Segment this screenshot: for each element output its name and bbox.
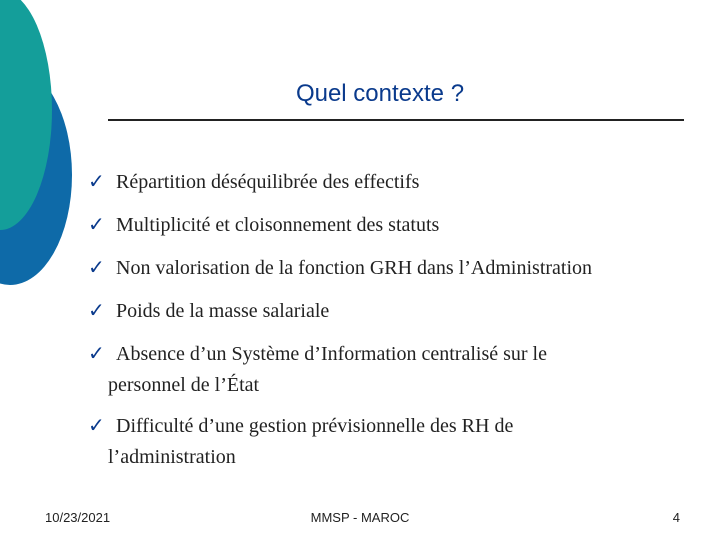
- check-icon: ✓: [88, 169, 105, 193]
- bullet-item: [88, 209, 698, 241]
- slide-title: Quel contexte ?: [295, 80, 465, 107]
- check-icon: ✓: [88, 255, 105, 279]
- page-number: 4: [672, 510, 680, 525]
- bullet-text: Absence d’un Système d’Information centralisé sur le: [116, 343, 547, 365]
- bullet-item: [88, 338, 698, 401]
- footer-date: 10/23/2021: [45, 510, 111, 525]
- bullet-item: [88, 295, 698, 327]
- bullet-text: Multiplicité et cloisonnement des statuts: [116, 214, 440, 236]
- bullet-item: [88, 252, 698, 284]
- bullet-text: Répartition déséquilibrée des effectifs: [116, 171, 420, 193]
- bullet-text: Non valorisation de la fonction GRH dans l’Administration: [116, 257, 593, 279]
- bullet-item: [88, 166, 698, 198]
- check-icon: ✓: [88, 413, 105, 437]
- title-underline: [108, 119, 684, 121]
- footer-center-text: MMSP - MAROC: [310, 510, 410, 525]
- check-icon: ✓: [88, 212, 105, 236]
- bullet-text-continued: l’administration: [108, 446, 236, 468]
- bullet-text: Poids de la masse salariale: [116, 300, 330, 322]
- bullet-item: [88, 410, 698, 473]
- bullet-text: Difficulté d’une gestion prévisionnelle des RH de: [116, 415, 514, 437]
- check-icon: ✓: [88, 298, 105, 322]
- check-icon: ✓: [88, 341, 105, 365]
- bullet-text-continued: personnel de l’État: [108, 374, 260, 396]
